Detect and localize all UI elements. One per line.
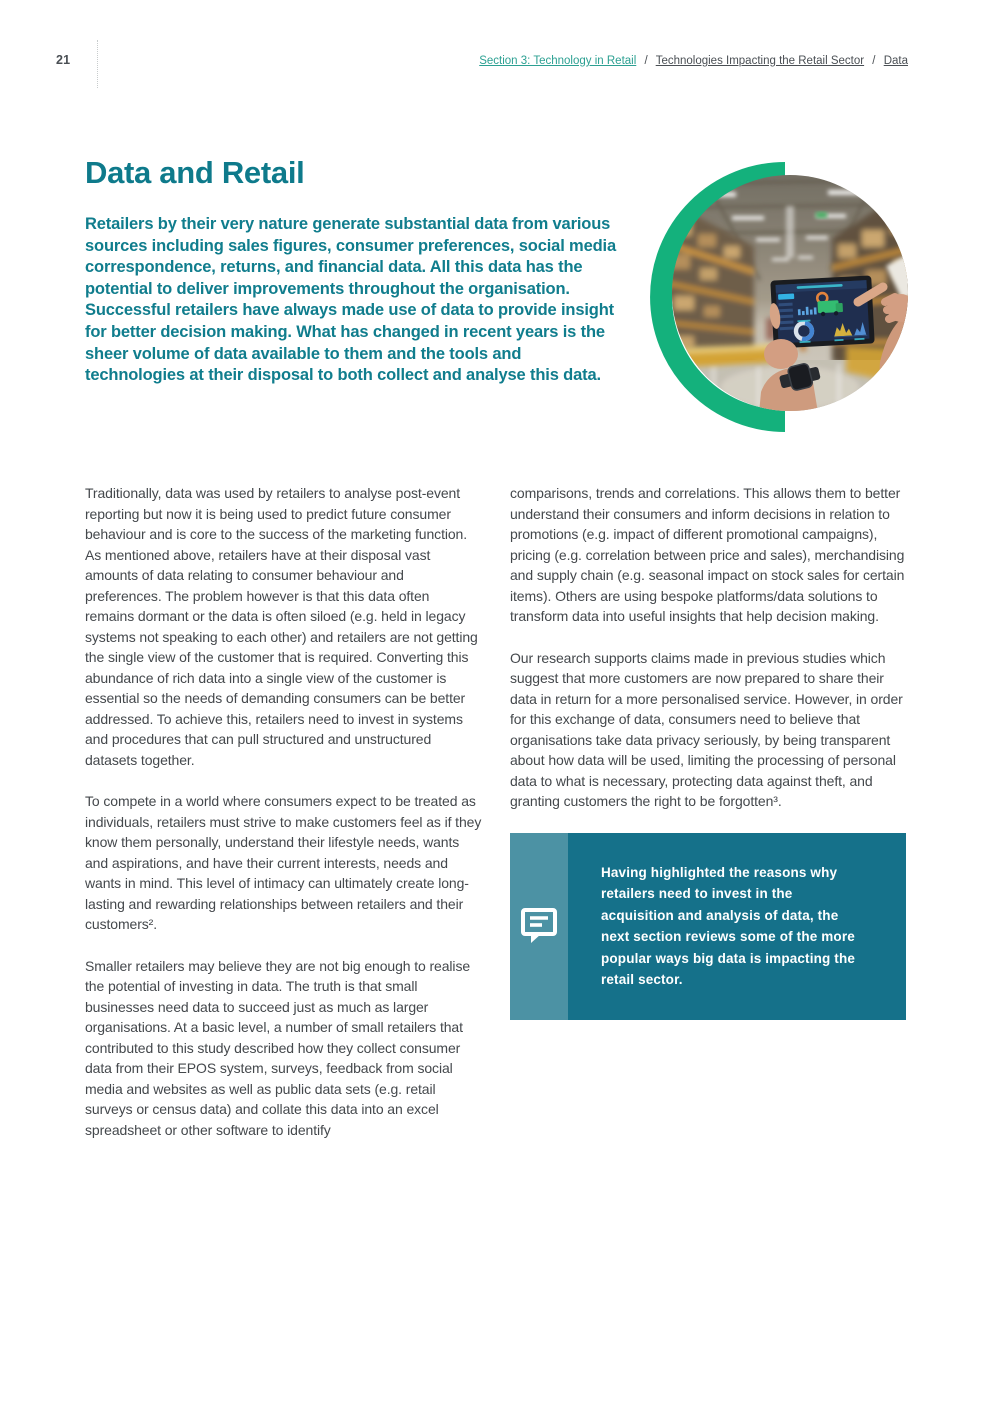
breadcrumb-link-data[interactable]: Data (883, 55, 908, 67)
body-paragraph: To compete in a world where consumers expect to be treated as individuals, retailers must strive to make customers feel as if they know them personally, understand their lifestyle needs, wants and aspirations, and have their current interests, needs and wants in mind. This level of intimacy can ultimately create long-lasting and rewarding relationships between retailers and their customers². (85, 793, 482, 932)
speech-bubble-icon (519, 907, 559, 945)
page-header (56, 53, 908, 67)
warehouse-tablet-photo (640, 150, 920, 445)
body-columns (85, 483, 910, 1161)
breadcrumb-separator: / (644, 55, 648, 67)
body-paragraph: comparisons, trends and correlations. This allows them to better understand their consumers and inform decisions in relation to promotions (e.g. impact of different promotional campaigns), pricing (e.g. correlation between price and sales), merchandising and supply chain (e.g. seasonal impact on stock sales for certain items). Others are using bespoke platforms/data solutions to transform data into useful insights that help decision making. (510, 485, 905, 624)
callout-text: Having highlighted the reasons why retailers need to invest in the acquisition and analysis of data, the next section reviews some of the more popular ways big data is impacting the retail sector. (601, 864, 855, 987)
callout-icon-strip (510, 833, 568, 1020)
breadcrumb (479, 55, 908, 67)
body-paragraph: Smaller retailers may believe they are not big enough to realise the potential of investing in data. The truth is that small businesses need data to succeed just as much as larger organisations. At a basic level, a number of small retailers that contributed to this study described how they collect consumer data from their EPOS system, surveys, feedback from social media and websites as well as public data sets (e.g. retail surveys or census data) and collate this data into an excel spreadsheet or other software to identify (85, 957, 471, 1138)
breadcrumb-separator: / (872, 55, 876, 67)
callout-box (510, 833, 906, 1020)
body-paragraph: Traditionally, data was used by retailers to analyse post-event reporting but now it is being used to predict future consumer behaviour and is core to the success of the marketing function. As mentioned above, retailers have at their disposal vast amounts of data relating to consumer behaviour and preferences. The problem however is that this data often remains dormant or the data is often siloed (e.g. held in legacy systems not speaking to each other) and retailers are not getting the single view of the customer that is required. Converting this abundance of rich data into a single view of the customer is essential so the needs of demanding consumers can be better addressed. To achieve this, retailers need to invest in systems and procedures that can pull structured and unstructured datasets together. (85, 485, 478, 768)
intro-paragraph: Retailers by their very nature generate substantial data from various sources including sales figures, consumer preferences, social media correspondence, returns, and financial data. All this data has the potential to deliver improvements throughout the organisation. Successful retailers have always made use of data to provide insight for better decision making. What has changed in recent years is the sheer volume of data available to them and the tools and technologies at their disposal to both collect and analyse this data. (85, 215, 616, 385)
left-column (85, 483, 482, 1161)
body-paragraph: Our research supports claims made in previous studies which suggest that more customers are now prepared to share their data in return for a more personalised service. However, in order for this exchange of data, consumers need to believe that organisations take data privacy seriously, by being transparent about how data will be used, limiting the processing of personal data to what is necessary, protecting data against theft, and granting customers the right to be forgotten³. (510, 649, 903, 809)
breadcrumb-link-section-3[interactable]: Section 3: Technology in Retail (479, 55, 637, 67)
breadcrumb-link-technologies[interactable]: Technologies Impacting the Retail Sector (655, 55, 865, 67)
warehouse-tablet-photo-svg (640, 150, 920, 445)
right-column (510, 483, 910, 1161)
page-title: Data and Retail (85, 155, 305, 190)
page-number: 21 (56, 53, 71, 67)
